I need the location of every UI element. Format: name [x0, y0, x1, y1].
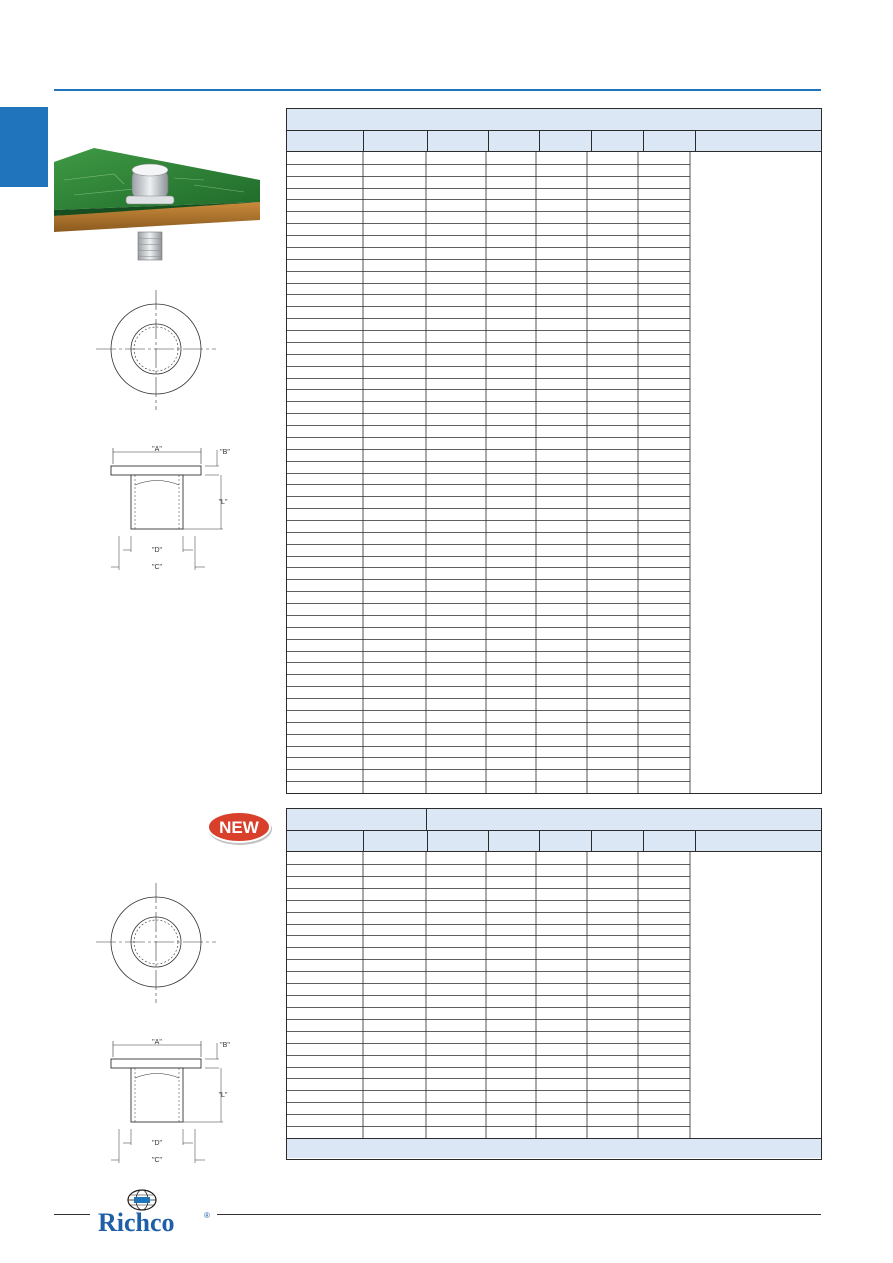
table-title-bar-lower — [287, 809, 821, 831]
label-l-upper: "L" — [218, 499, 228, 506]
top-view-drawing-lower — [96, 883, 216, 1003]
bottom-rule-left — [54, 1214, 90, 1215]
label-a-upper: "A" — [152, 446, 162, 453]
label-l-lower: "L" — [218, 1092, 228, 1099]
section-tab — [0, 107, 48, 187]
side-view-drawing-lower — [105, 1033, 235, 1168]
spec-table-upper — [286, 108, 822, 794]
label-c-upper: "C" — [151, 564, 163, 571]
top-rule — [54, 89, 821, 91]
globe-icon — [128, 1190, 156, 1210]
logo-registered-mark: ® — [204, 1211, 210, 1220]
label-b-upper: "B" — [220, 449, 230, 456]
top-view-drawing-upper — [96, 290, 216, 410]
label-c-lower: "C" — [151, 1157, 163, 1164]
label-d-upper: "D" — [151, 547, 163, 554]
table-footer-bar-lower — [287, 1138, 821, 1158]
label-b-lower: "B" — [220, 1042, 230, 1049]
table-grid-upper — [287, 152, 821, 793]
label-a-lower: "A" — [152, 1039, 162, 1046]
table-title-bar-upper — [287, 109, 821, 131]
label-d-lower: "D" — [151, 1140, 163, 1147]
table-header-row-lower — [287, 831, 821, 852]
table-header-row-upper — [287, 131, 821, 152]
new-badge-text: NEW — [219, 818, 259, 837]
bottom-rule-right — [217, 1214, 821, 1215]
table-grid-lower — [287, 852, 821, 1138]
new-badge — [206, 810, 274, 846]
pcb-spacer-photo — [54, 140, 260, 270]
side-view-drawing-upper — [105, 440, 235, 575]
logo-wordmark: Richco — [98, 1208, 175, 1236]
richco-logo — [96, 1188, 214, 1236]
spec-table-lower — [286, 808, 822, 1160]
